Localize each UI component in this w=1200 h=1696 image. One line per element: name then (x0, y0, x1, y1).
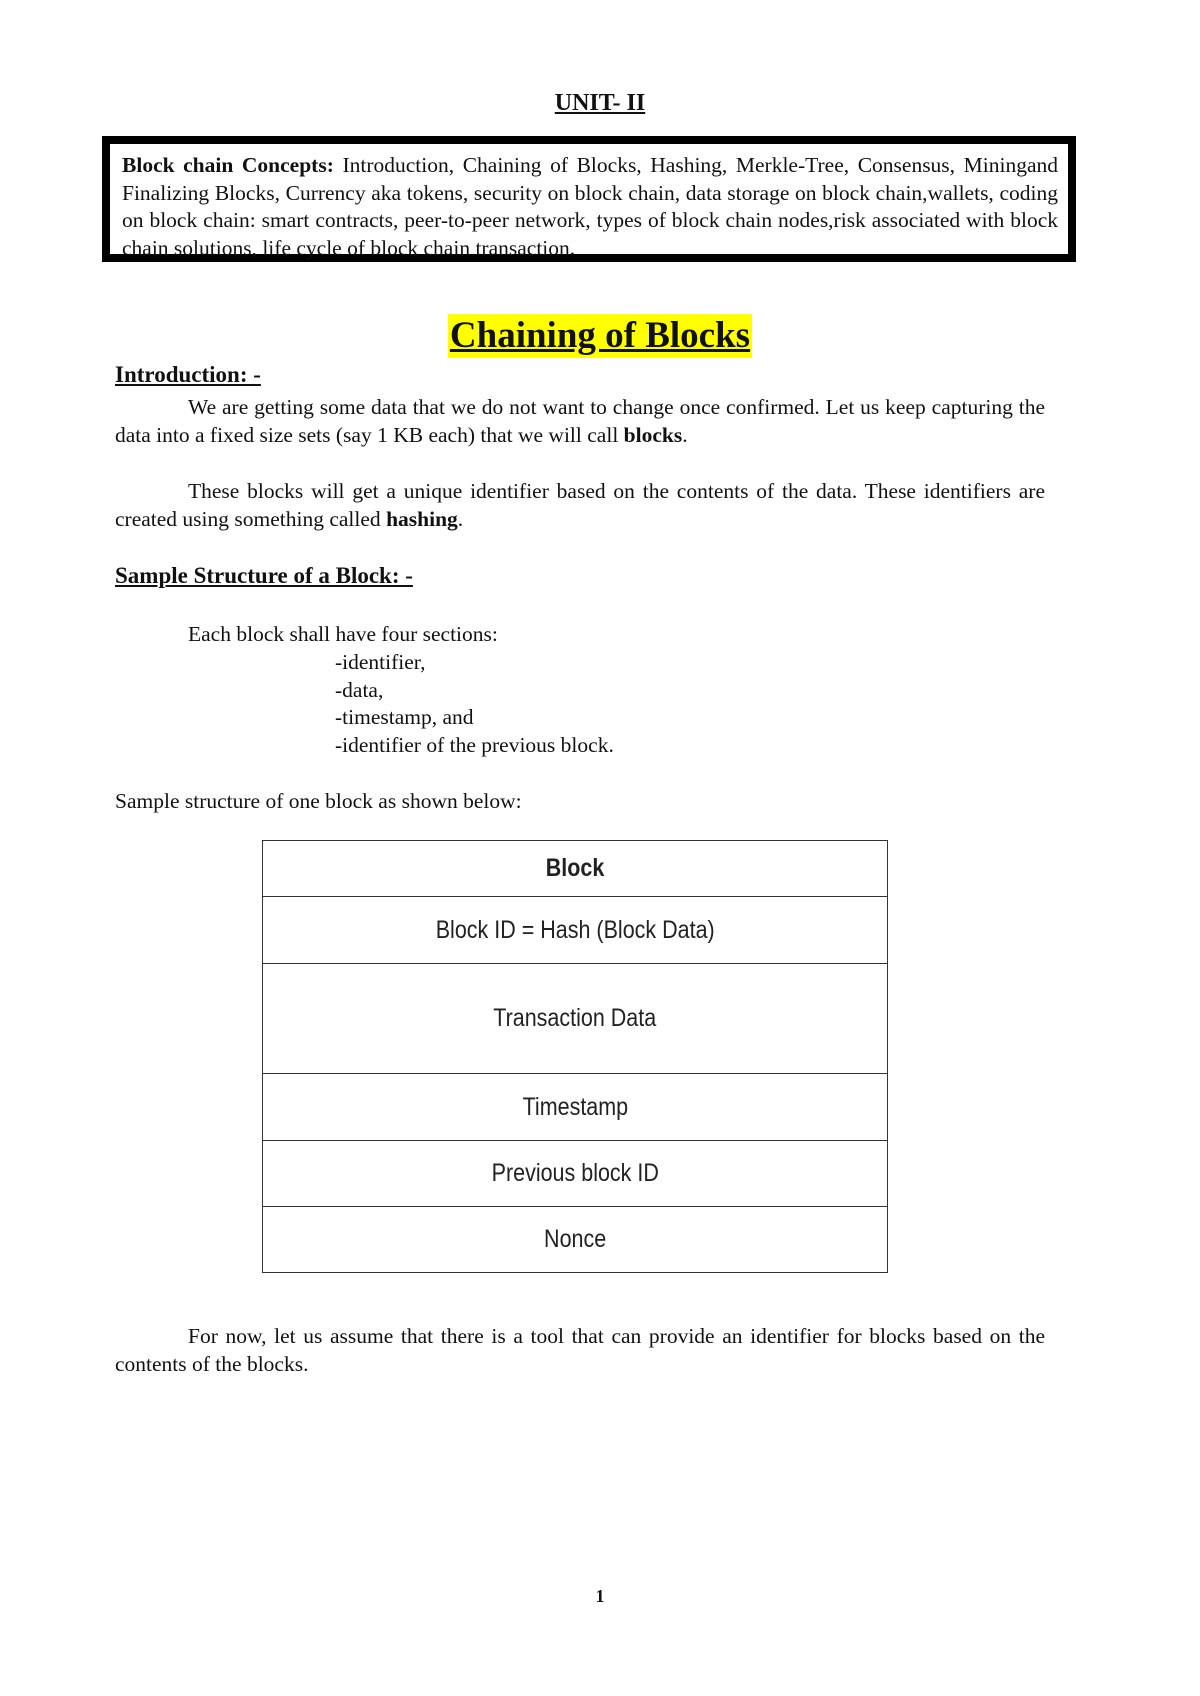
list-item: -identifier of the previous block. (335, 733, 614, 757)
closing-paragraph: For now, let us assume that there is a tool that can provide an identifier for blocks based on the contents of the blocks. (115, 1324, 1045, 1376)
intro-p2-bold: hashing (386, 507, 458, 531)
intro-p2-end: . (457, 507, 464, 531)
introduction-paragraph-2 (115, 477, 1045, 533)
block-structure-diagram (262, 840, 888, 1273)
main-heading: Chaining of Blocks (449, 315, 751, 356)
page-number: 1 (595, 1586, 605, 1606)
block-row-label: Transaction Data (493, 1004, 657, 1032)
sample-structure-intro: Each block shall have four sections: (188, 622, 498, 646)
main-heading-wrap (0, 314, 1200, 358)
introduction-heading: Introduction: - (115, 362, 261, 387)
sample-structure-heading: Sample Structure of a Block: - (115, 563, 413, 588)
sample-structure-caption: Sample structure of one block as shown below: (115, 789, 522, 813)
block-row-timestamp (263, 1073, 887, 1140)
concepts-label: Block chain Concepts: (122, 153, 334, 177)
intro-p1-end: . (682, 423, 688, 447)
list-item: -data, (335, 678, 384, 702)
block-row-label: Block (545, 854, 605, 882)
block-row-transaction-data (263, 963, 887, 1073)
block-row-label: Nonce (543, 1225, 607, 1253)
block-row-label: Block ID = Hash (Block Data) (435, 915, 715, 944)
introduction-paragraph-1 (115, 393, 1045, 449)
list-item: -timestamp, and (335, 705, 474, 729)
unit-title: UNIT- II (554, 90, 646, 116)
concepts-box (102, 136, 1076, 262)
concepts-text: Introduction, Chaining of Blocks, Hashing, Merkle-Tree, Consensus, Miningand Finalizing Blocks, Currency aka tokens, security on block chain, data storage on block chain,wallets, coding on block chain: smart contracts, peer-to-peer network, types of block chain nodes,risk associated with block chain solutions, life cycle of block chain transaction. (122, 153, 1058, 260)
block-row-label: Timestamp (522, 1092, 628, 1121)
block-row-title (263, 841, 887, 896)
block-row-previous-block-id (263, 1140, 887, 1206)
block-row-block-id (263, 896, 887, 963)
block-row-label: Previous block ID (491, 1159, 659, 1187)
block-row-nonce (263, 1206, 887, 1272)
intro-p1-bold: blocks (623, 423, 683, 447)
list-item: -identifier, (335, 650, 426, 674)
intro-p2-text: These blocks will get a unique identifier based on the contents of the data. These identifiers are created using something called (115, 479, 1045, 531)
intro-p1-text: We are getting some data that we do not want to change once confirmed. Let us keep capturing the data into a fixed size sets (say 1 KB each) that we will call (115, 395, 1045, 447)
